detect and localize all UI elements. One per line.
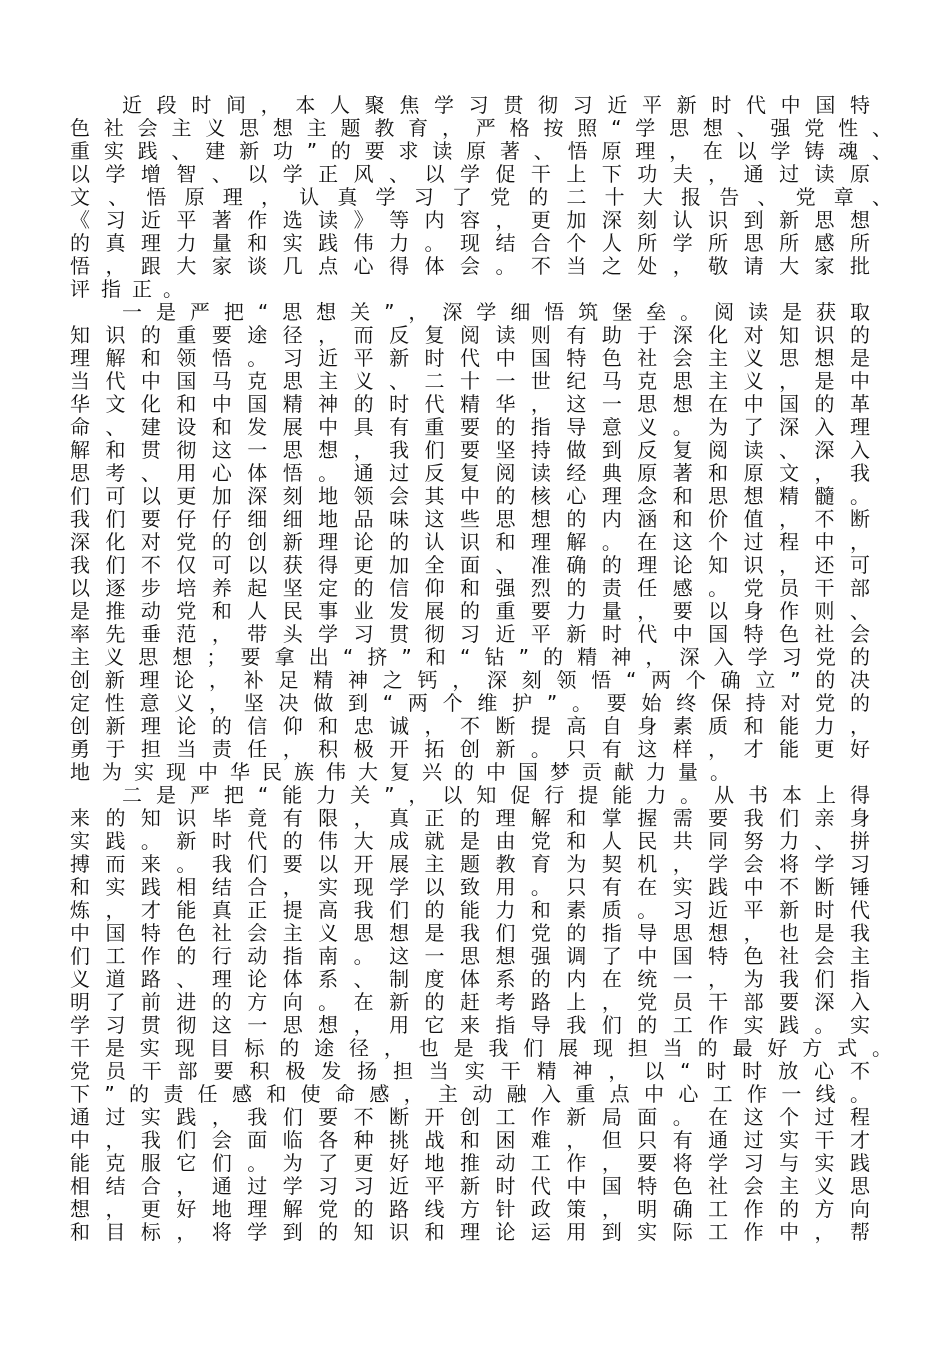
paragraph-3-line: 学习贯彻这一思想，用它来指导我们的工作实践。实 — [70, 1013, 870, 1037]
paragraph-3-line: 们工作的行动指南。这一思想强调了中国特色社会主 — [70, 944, 870, 968]
paragraph-3-line: 能克服它们。为了更好地推动工作，要将学习与实践 — [70, 1151, 870, 1175]
paragraph-2-line: 勇于担当责任，积极开拓创新。只有这样，才能更好 — [70, 737, 870, 761]
paragraph-2-line: 深化对党的创新理论的认识和理解。在这个过程中， — [70, 530, 870, 554]
paragraph-3-line: 义道路、理论体系、制度体系的内在统一，为我们指 — [70, 967, 870, 991]
paragraph-2-line: 率先垂范，带头学习贯彻习近平新时代中国特色社会 — [70, 622, 870, 646]
paragraph-2-line: 华文化和中国精神的时代精华，这一思想在中国的革 — [70, 392, 870, 416]
paragraph-3-line: 想，更好地理解党的路线方针政策，明确工作的方向 — [70, 1197, 870, 1221]
paragraph-3-line: 中国特色社会主义思想是我们党的指导思想，也是我 — [70, 921, 870, 945]
paragraph-2-line: 地为实现中华民族伟大复兴的中国梦贡献力量。 — [70, 760, 742, 784]
paragraph-3-line: 实践。新时代的伟大成就是由党和人民共同努力、拼 — [70, 829, 870, 853]
paragraph-1-line: 文、悟原理，认真学习了党的二十大报告、党章、 — [70, 185, 892, 209]
paragraph-2-line: 们可以更加深刻地领会其中的核心理念和思想精髓。 — [70, 484, 870, 508]
paragraph-2-line: 命、建设和发展中具有重要的指导意义。为了深入理 — [70, 415, 870, 439]
paragraph-3-line: 中，我们会面临各种挑战和困难，但只有通过实干才 — [70, 1128, 870, 1152]
paragraph-2-line: 是推动党和人民事业发展的重要力量，要以身作则、 — [70, 599, 870, 623]
paragraph-3-heading-line: 二是严把“能力关”，以知促行提能力。从书本上得 — [122, 783, 870, 807]
paragraph-1-line: 近段时间，本人聚焦学习贯彻习近平新时代中国特 — [122, 93, 870, 117]
paragraph-2-line: 主义思想；要拿出“挤”和“钻”的精神，深入学习党的 — [70, 645, 870, 669]
paragraph-2-line: 以逐步培养起坚定的信仰和强烈的责任感。党员干部 — [70, 576, 870, 600]
paragraph-1-line: 色社会主义思想主题教育，严格按照“学思想、强党性、 — [70, 116, 892, 140]
paragraph-3-line: 明了前进的方向。在新的赶考路上，党员干部要深入 — [70, 990, 870, 1014]
paragraph-3-line: 来的知识毕竟有限，真正的理解和掌握需要我们亲身 — [70, 806, 870, 830]
paragraph-2-line: 创新理论，补足精神之钙，深刻领悟“两个确立”的决 — [70, 668, 870, 692]
paragraph-3-line: 相结合，通过学习习近平新时代中国特色社会主义思 — [70, 1174, 870, 1198]
paragraph-3-line: 党员干部要积极发扬担当实干精神，以“时时放心不 — [70, 1059, 870, 1083]
paragraph-2-line: 思考、用心体悟。通过反复阅读经典原著和原文，我 — [70, 461, 870, 485]
paragraph-3-line: 搏而来。我们要以开展主题教育为契机，学会将学习 — [70, 852, 870, 876]
paragraph-1-line: 重实践、建新功”的要求读原著、悟原理，在以学铸魂、 — [70, 139, 892, 163]
paragraph-2-line: 知识的重要途径，而反复阅读则有助于深化对知识的 — [70, 323, 870, 347]
paragraph-2-line: 我们不仅可以获得更加全面、准确的理论知识，还可 — [70, 553, 870, 577]
paragraph-2-line: 理解和领悟。习近平新时代中国特色社会主义思想是 — [70, 346, 870, 370]
paragraph-3-line: 和实践相结合，实现学以致用。只有在实践中不断锤 — [70, 875, 870, 899]
paragraph-3-line: 和目标，将学到的知识和理论运用到实际工作中，帮 — [70, 1220, 870, 1244]
paragraph-2-line: 解和贯彻这一思想，我们要坚持做到反复阅读、深入 — [70, 438, 870, 462]
paragraph-2-line: 当代中国马克思主义、二十一世纪马克思主义，是中 — [70, 369, 870, 393]
paragraph-3-line: 干是实现目标的途径，也是我们展现担当的最好方式。 — [70, 1036, 892, 1060]
paragraph-1-line: 评指正。 — [70, 277, 194, 301]
paragraph-1-line: 以学增智、以学正风、以学促干上下功夫，通过读原 — [70, 162, 870, 186]
paragraph-3-line: 下”的责任感和使命感，主动融入重点中心工作一线。 — [70, 1082, 870, 1106]
paragraph-1-line: 《习近平著作选读》等内容，更加深刻认识到新思想 — [70, 208, 870, 232]
paragraph-1-line: 的真理力量和实践伟力。现结合个人所学所思所感所 — [70, 231, 870, 255]
paragraph-3-line: 炼，才能真正提高我们的能力和素质。习近平新时代 — [70, 898, 870, 922]
paragraph-2-line: 创新理论的信仰和忠诚，不断提高自身素质和能力， — [70, 714, 870, 738]
paragraph-2-line: 我们要仔仔细细地品味这些思想的内涵和价值，不断 — [70, 507, 870, 531]
paragraph-3-line: 通过实践，我们要不断开创工作新局面。在这个过程 — [70, 1105, 870, 1129]
paragraph-2-heading-line: 一是严把“思想关”，深学细悟筑堡垒。阅读是获取 — [122, 300, 870, 324]
paragraph-2-line: 定性意义，坚决做到“两个维护”。要始终保持对党的 — [70, 691, 870, 715]
paragraph-1-line: 悟，跟大家谈几点心得体会。不当之处，敬请大家批 — [70, 254, 870, 278]
